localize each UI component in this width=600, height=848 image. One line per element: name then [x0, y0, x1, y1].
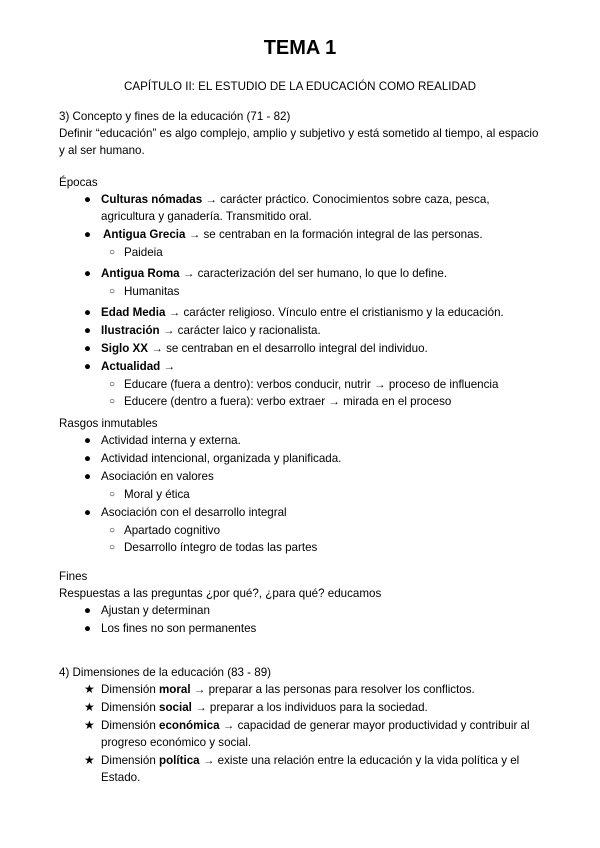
chapter-heading: CAPÍTULO II: EL ESTUDIO DE LA EDUCACIÓN COMO REALIDAD	[124, 80, 476, 93]
list-item	[59, 265, 559, 282]
item-prefix: Dimensión	[101, 754, 159, 767]
circle-bullet-icon: ○	[109, 542, 116, 553]
circle-bullet-icon: ○	[109, 489, 116, 500]
bullet-icon: ●	[84, 267, 92, 280]
bullet-icon: ●	[84, 324, 92, 337]
item-term: Antigua Roma	[101, 267, 180, 280]
list-item	[59, 602, 559, 619]
item-text: Ajustan y determinan	[101, 604, 210, 617]
fines-section	[59, 568, 559, 638]
bullet-icon: ●	[84, 193, 92, 206]
sub-list-item	[59, 283, 559, 300]
item-text: → existe una relación entre la educación y la vida política y el	[199, 754, 520, 767]
item-term: Edad Media	[101, 306, 166, 319]
section-4-heading: 4) Dimensiones de la educación (83 - 89)	[59, 666, 272, 679]
star-icon: ★	[84, 682, 95, 696]
sub-item-text: Desarrollo íntegro de todas las partes	[124, 541, 318, 554]
bullet-icon: ●	[84, 434, 92, 447]
item-term: económica	[159, 719, 220, 732]
item-text: → capacidad de generar mayor productividad y contribuir al	[219, 719, 530, 732]
list-item	[59, 468, 559, 485]
list-item	[59, 358, 559, 375]
fines-list	[59, 602, 559, 637]
list-item	[59, 450, 559, 467]
fines-heading: Fines	[59, 570, 88, 583]
epocas-list	[59, 191, 559, 410]
list-item	[59, 699, 559, 716]
sub-list-item	[59, 539, 559, 556]
item-prefix: Dimensión	[101, 719, 159, 732]
circle-bullet-icon: ○	[109, 525, 116, 536]
dimensiones-list	[59, 681, 559, 786]
bullet-icon: ●	[84, 452, 92, 465]
circle-bullet-icon: ○	[109, 396, 116, 407]
circle-bullet-icon: ○	[109, 379, 116, 390]
list-item	[59, 226, 559, 243]
section-3	[59, 108, 559, 159]
item-text: Asociación con el desarrollo integral	[101, 506, 287, 519]
list-item	[59, 191, 559, 225]
item-term: social	[159, 701, 192, 714]
sub-item-text: Moral y ética	[124, 488, 190, 501]
sub-item-text: Apartado cognitivo	[124, 524, 221, 537]
list-item	[59, 340, 559, 357]
star-icon: ★	[84, 753, 95, 767]
list-item	[59, 432, 559, 449]
item-text: → caracterización del ser humano, lo que lo define.	[179, 267, 448, 280]
definition-line-2: y al ser humano.	[59, 144, 145, 157]
sub-list-item	[59, 376, 559, 393]
bullet-icon: ●	[84, 470, 92, 483]
definition-line-1: Definir “educación” es algo complejo, amplio y subjetivo y está sometido al tiempo, al espacio	[59, 127, 539, 140]
item-term: Ilustración	[101, 324, 160, 337]
list-item	[59, 717, 559, 751]
item-term: Actualidad	[101, 360, 161, 373]
sub-list-item	[59, 244, 559, 261]
bullet-icon: ●	[84, 342, 92, 355]
bullet-icon: ●	[84, 228, 92, 241]
bullet-icon: ●	[84, 306, 92, 319]
list-item	[59, 304, 559, 321]
epocas-section	[59, 174, 559, 410]
item-prefix: Dimensión	[101, 683, 159, 696]
item-text-continued: Estado.	[101, 771, 141, 784]
sub-item-text: Educare (fuera a dentro): verbos conducir, nutrir → proceso de influencia	[124, 378, 499, 391]
item-text: → carácter práctico. Conocimientos sobre caza, pesca,	[202, 193, 490, 206]
item-text-continued: agricultura y ganadería. Transmitido oral.	[101, 210, 312, 223]
sub-list-item	[59, 486, 559, 503]
item-text: → preparar a los individuos para la sociedad.	[191, 701, 428, 714]
rasgos-section	[59, 415, 559, 556]
section-3-heading: 3) Concepto y fines de la educación (71 - 82)	[59, 110, 291, 123]
circle-bullet-icon: ○	[109, 286, 116, 297]
item-text: → carácter laico y racionalista.	[159, 324, 321, 337]
item-text: → preparar a las personas para resolver los conflictos.	[190, 683, 475, 696]
item-term: política	[159, 754, 200, 767]
item-text: Los fines no son permanentes	[101, 622, 257, 635]
star-icon: ★	[84, 718, 95, 732]
list-item	[59, 752, 559, 786]
item-term: Antigua Grecia	[103, 228, 186, 241]
bullet-icon: ●	[84, 506, 92, 519]
item-text: Actividad interna y externa.	[101, 434, 241, 447]
circle-bullet-icon: ○	[109, 247, 116, 258]
sub-list-item	[59, 393, 559, 410]
item-text-continued: progreso económico y social.	[101, 736, 252, 749]
item-text: → carácter religioso. Vínculo entre el cristianismo y la educación.	[165, 306, 504, 319]
bullet-icon: ●	[84, 360, 92, 373]
item-prefix: Dimensión	[101, 701, 159, 714]
page-title: TEMA 1	[263, 37, 337, 59]
list-item	[59, 620, 559, 637]
item-text: → se centraban en el desarrollo integral del individuo.	[148, 342, 428, 355]
fines-question: Respuestas a las preguntas ¿por qué?, ¿para qué? educamos	[59, 587, 382, 600]
list-item	[59, 681, 559, 698]
list-item	[59, 504, 559, 521]
sub-item-text: Humanitas	[124, 285, 180, 298]
item-term: Siglo XX	[101, 342, 149, 355]
item-text: → se centraban en la formación integral de las personas.	[185, 228, 483, 241]
sub-list-item	[59, 522, 559, 539]
section-4	[59, 664, 559, 787]
item-term: Culturas nómadas	[101, 193, 203, 206]
epocas-heading: Épocas	[59, 176, 98, 189]
bullet-icon: ●	[84, 622, 92, 635]
item-term: moral	[159, 683, 191, 696]
rasgos-list	[59, 432, 559, 556]
list-item	[59, 322, 559, 339]
bullet-icon: ●	[84, 604, 92, 617]
rasgos-heading: Rasgos inmutables	[59, 417, 158, 430]
item-text: Actividad intencional, organizada y planificada.	[101, 452, 342, 465]
sub-item-text: Educere (dentro a fuera): verbo extraer → mirada en el proceso	[124, 395, 452, 408]
sub-item-text: Paideia	[124, 246, 163, 259]
star-icon: ★	[84, 700, 95, 714]
item-text: Asociación en valores	[101, 470, 214, 483]
item-text: →	[160, 360, 176, 373]
